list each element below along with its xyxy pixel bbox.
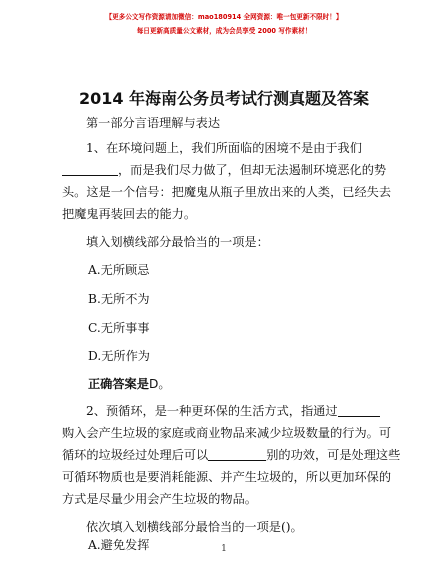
q1-option-c: C.无所事事	[88, 321, 150, 335]
page-title: 2014 年海南公务员考试行测真题及答案	[78, 89, 370, 108]
q1-line-4: 把魔鬼再装回去的能力。	[62, 207, 197, 221]
q1-answer	[88, 373, 171, 395]
header-banner	[0, 10, 448, 38]
q1-answer-value: D。	[148, 377, 171, 391]
q1-option-d: D.无所作为	[88, 349, 150, 363]
banner-line-2: 每日更新高质量公文素材，成为会员享受 2000 写作素材！	[136, 27, 312, 35]
q1-prompt: 填入划横线部分最恰当的一项是：	[86, 235, 269, 249]
q2-line-2: 购入会产生垃圾的家庭或商业物品来减少垃圾数量的行为。可	[62, 426, 392, 440]
banner-line-1: 【更多公文写作资源请加微信：mao180914 全网资源：唯一包更新不限时！】	[105, 13, 343, 21]
q2-line-4: 可循环物质也是要消耗能源、并产生垃圾的，所以更加环保的	[62, 470, 392, 484]
q1-option-b: B.无所不为	[88, 292, 150, 306]
q2-line-3-text-a: 循环的垃圾经过处理后可以	[62, 448, 209, 462]
q2-line-3	[62, 444, 400, 466]
q2-blank-2	[208, 446, 266, 461]
q1-answer-label: 正确答案是	[88, 377, 149, 391]
q2-blank-1	[338, 402, 380, 417]
section-heading: 第一部分言语理解与表达	[86, 116, 221, 130]
q1-option-a: A.无所顾忌	[88, 263, 150, 277]
q1-line-2	[62, 159, 386, 181]
q1-line-1: 1、在环境问题上，我们所面临的困境不是由于我们	[86, 141, 362, 155]
q1-line-3: 头。这是一个信号：把魔鬼从瓶子里放出来的人类，已经失去	[62, 185, 392, 199]
q1-line-2-text: ，而是我们尽力做了，但却无法遏制环境恶化的势	[118, 163, 387, 177]
q2-line-3-text-b: 别的功效，可是处理这些	[266, 448, 401, 462]
q2-prompt: 依次填入划横线部分最恰当的一项是()。	[86, 520, 303, 534]
q2-option-a: A.避免发挥	[88, 538, 150, 552]
q2-line-1	[86, 400, 380, 422]
q1-blank	[62, 161, 118, 176]
q2-line-1-text: 2、预循环，是一种更环保的生活方式，指通过	[86, 404, 338, 418]
q2-line-5: 方式是尽量少用会产生垃圾的物品。	[62, 492, 257, 506]
page-number: 1	[221, 544, 227, 554]
